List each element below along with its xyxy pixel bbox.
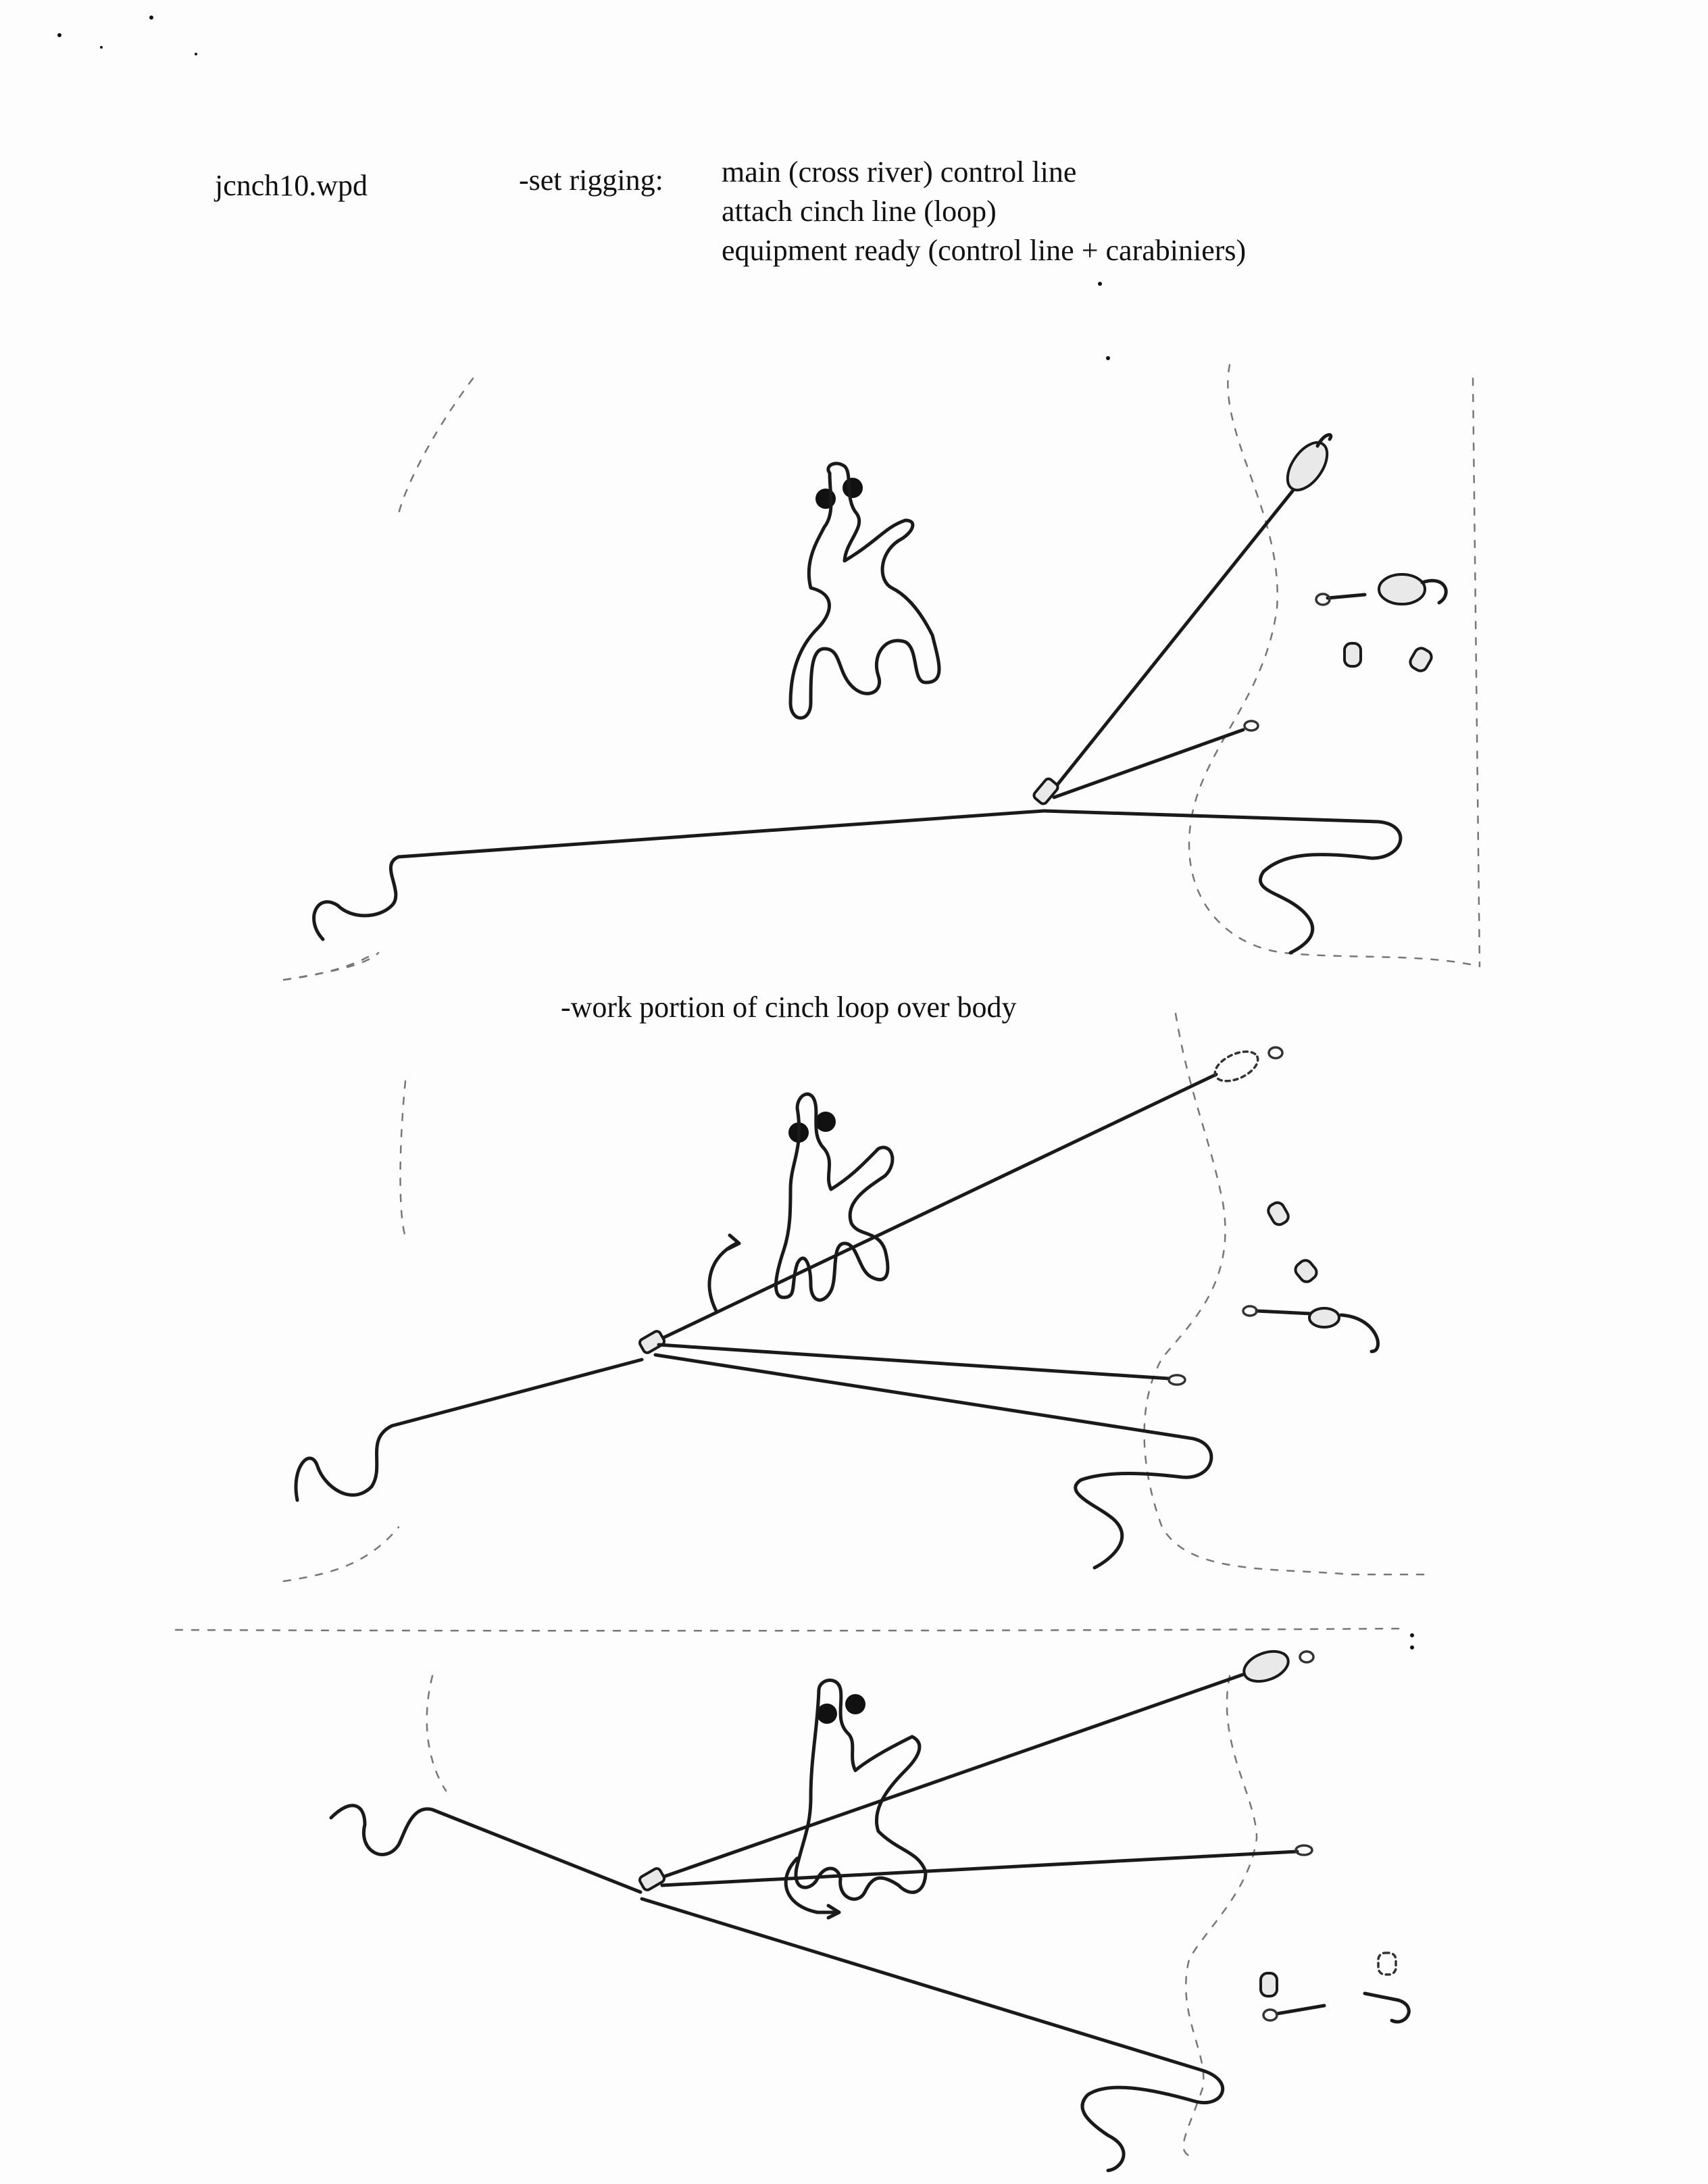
cross-river-rope-left: [314, 811, 1044, 939]
equipment-set: [1243, 1200, 1378, 1351]
carabiner-icon: [638, 1867, 665, 1891]
cinch-loop-rope: [642, 1899, 1223, 2170]
main-control-line: [662, 1674, 1243, 1877]
carabiner-icon: [1408, 646, 1434, 674]
float-icon: [1240, 1646, 1292, 1687]
river-bank-left-lower: [284, 953, 378, 980]
rope-icon: [1328, 595, 1365, 598]
river-bank-far: [1473, 378, 1480, 966]
step2-label: -work portion of cinch loop over body: [561, 991, 1017, 1024]
document-filename: jcnch10.wpd: [215, 169, 368, 202]
panel-2-cinch-loop: [284, 1014, 1426, 1581]
figure-in-water-icon: [776, 1094, 892, 1300]
carabiner-icon: [1266, 1200, 1291, 1227]
main-control-line: [649, 1074, 1216, 1345]
step1-label: -set rigging:: [519, 164, 663, 197]
carabiner-icon: [1261, 1973, 1277, 1996]
panel-3-cinch-tightened: [176, 1629, 1409, 2170]
cinch-line-ring: [1245, 721, 1258, 730]
carabiner-icon: [1292, 1258, 1319, 1285]
cinch-line-ring: [1296, 1845, 1312, 1855]
cinch-line: [1054, 730, 1243, 797]
float-icon: [1309, 1308, 1339, 1327]
cinch-loop-rope: [655, 1355, 1211, 1568]
river-bank-left: [399, 378, 473, 514]
figure-in-water-icon: [796, 1680, 926, 1899]
equipment-set: [1316, 574, 1446, 673]
cinch-line-ring: [1169, 1375, 1185, 1385]
step1-line-1: main (cross river) control line: [722, 155, 1077, 189]
main-control-line: [1047, 485, 1297, 797]
equipment-set: [1261, 1953, 1409, 2022]
cinch-line: [659, 1345, 1169, 1379]
river-bank-left: [427, 1676, 446, 1791]
figure-in-water-icon: [790, 464, 939, 718]
carabiner-icon: [1345, 643, 1361, 666]
river-bank-right: [1145, 1014, 1426, 1574]
float-icon: [1379, 574, 1425, 604]
step1-line-3: equipment ready (control line + carabiniers): [722, 234, 1247, 267]
river-bank-left: [401, 1081, 406, 1237]
river-bank-right: [1189, 365, 1480, 966]
river-bank-left-lower: [284, 1527, 399, 1581]
carabiner-icon: [1378, 1953, 1396, 1975]
cinch-line: [662, 1852, 1297, 1885]
panel-divider: [176, 1629, 1405, 1631]
carabiner-icon: [638, 1330, 665, 1354]
panel-1-set-rigging: [284, 365, 1480, 980]
cross-river-rope-left: [331, 1806, 640, 1892]
carabiner-icon: [1032, 777, 1059, 805]
rope-icon: [1257, 1311, 1311, 1314]
float-icon: [1280, 436, 1335, 497]
step1-line-2: attach cinch line (loop): [722, 195, 997, 228]
rope-icon: [1365, 1993, 1409, 2022]
cross-river-rope-right: [1044, 811, 1401, 953]
rope-icon: [1277, 2006, 1324, 2014]
rotation-arrow-icon: [709, 1243, 736, 1311]
float-icon: [1211, 1045, 1263, 1087]
cross-river-rope-left: [296, 1360, 642, 1500]
